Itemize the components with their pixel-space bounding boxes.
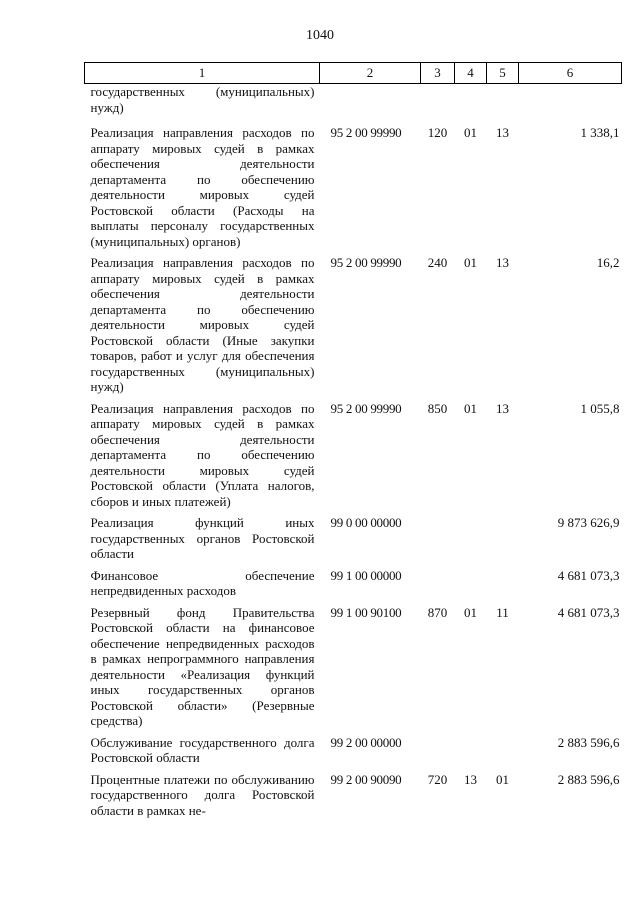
row-section: 01 bbox=[464, 255, 477, 270]
row-description: Реализация направления расходов по аппарату мировых судей в рамках обеспечения деятельности департамента по обеспечению деятельности мировых судей Ростовской области (Иные закупки товаров, работ и услуг для обеспечения государственных (муниципальных) нужд) bbox=[90, 255, 315, 394]
row-description: Реализация направления расходов по аппарату мировых судей в рамках обеспечения деятельности департамента по обеспечению деятельности мировых судей Ростовской области (Уплата налогов, сборов и иных платежей) bbox=[90, 400, 315, 509]
row-expense-type: 870 bbox=[427, 604, 448, 620]
row-expense-type bbox=[421, 735, 455, 772]
header-col-2: 2 bbox=[320, 63, 421, 84]
row-subsection: 13 bbox=[496, 125, 509, 140]
row-target-code: 95 2 00 99990 bbox=[330, 255, 402, 270]
row-amount: 1 055,8 bbox=[580, 400, 620, 416]
row-description: Финансовое обеспечение непредвиденных расходов bbox=[90, 567, 315, 598]
row-subsection bbox=[487, 515, 519, 568]
row-subsection: 13 bbox=[496, 255, 509, 270]
row-section bbox=[455, 84, 487, 126]
header-row bbox=[85, 63, 622, 84]
row-subsection: 13 bbox=[496, 400, 509, 416]
row-amount: 9 873 626,9 bbox=[557, 515, 620, 530]
row-section: 01 bbox=[464, 604, 477, 620]
header-col-5: 5 bbox=[487, 63, 519, 84]
table-row bbox=[85, 84, 622, 126]
budget-table bbox=[84, 62, 622, 824]
row-target-code: 99 2 00 00000 bbox=[330, 734, 402, 750]
table-row bbox=[85, 568, 622, 605]
page-number: 1040 bbox=[306, 28, 334, 43]
row-expense-type: 120 bbox=[427, 125, 448, 140]
row-section bbox=[455, 568, 487, 605]
row-amount: 16,2 bbox=[596, 255, 620, 270]
row-subsection: 11 bbox=[496, 604, 509, 620]
header-col-6: 6 bbox=[519, 63, 622, 84]
row-target-code: 99 2 00 90090 bbox=[330, 771, 402, 787]
row-amount: 2 883 596,6 bbox=[557, 771, 620, 787]
header-col-4: 4 bbox=[455, 63, 487, 84]
row-amount: 1 338,1 bbox=[580, 125, 620, 140]
row-expense-type bbox=[421, 515, 455, 568]
row-target-code: 99 0 00 00000 bbox=[330, 515, 402, 530]
row-description: государственных (муниципальных) нужд) bbox=[90, 84, 315, 115]
row-expense-type bbox=[421, 84, 455, 126]
row-expense-type: 240 bbox=[427, 255, 448, 270]
row-description: Процентные платежи по обслуживанию государственного долга Ростовской области в рамках не- bbox=[90, 771, 315, 818]
table-row bbox=[85, 735, 622, 772]
row-expense-type: 850 bbox=[427, 400, 448, 416]
table-row bbox=[85, 605, 622, 735]
row-section: 13 bbox=[464, 771, 477, 787]
row-subsection bbox=[487, 568, 519, 605]
row-subsection: 01 bbox=[496, 771, 509, 787]
table-row bbox=[85, 125, 622, 255]
table-row bbox=[85, 515, 622, 568]
row-target-code: 95 2 00 99990 bbox=[330, 125, 402, 140]
header-col-3: 3 bbox=[421, 63, 455, 84]
row-amount: 2 883 596,6 bbox=[557, 734, 620, 750]
row-amount bbox=[519, 84, 622, 126]
header-col-1: 1 bbox=[85, 63, 320, 84]
row-section: 01 bbox=[464, 400, 477, 416]
table-row bbox=[85, 401, 622, 516]
row-description: Резервный фонд Правительства Ростовской области на финансовое обеспечение непредвиденных расходов в рамках непрограммного направления деятельности «Реализация функций иных государственных органов Ростовской области» (Резервные средства) bbox=[90, 604, 315, 728]
row-target-code: 95 2 00 99990 bbox=[330, 400, 402, 416]
row-subsection bbox=[487, 735, 519, 772]
row-section bbox=[455, 515, 487, 568]
row-section: 01 bbox=[464, 125, 477, 140]
table-row bbox=[85, 255, 622, 401]
row-description: Реализация функций иных государственных органов Ростовской области bbox=[90, 515, 315, 561]
row-amount: 4 681 073,3 bbox=[557, 604, 620, 620]
row-expense-type bbox=[421, 568, 455, 605]
row-description: Реализация направления расходов по аппарату мировых судей в рамках обеспечения деятельности департамента по обеспечению деятельности мировых судей Ростовской области (Расходы на выплаты персоналу государственных (муниципальных) органов) bbox=[90, 125, 315, 249]
row-section bbox=[455, 735, 487, 772]
row-subsection bbox=[487, 84, 519, 126]
row-target-code bbox=[320, 84, 421, 126]
row-target-code: 99 1 00 90100 bbox=[330, 604, 402, 620]
table-header bbox=[85, 63, 622, 84]
row-description: Обслуживание государственного долга Ростовской области bbox=[90, 734, 315, 765]
table-row bbox=[85, 772, 622, 825]
row-amount: 4 681 073,3 bbox=[557, 567, 620, 583]
row-expense-type: 720 bbox=[427, 771, 448, 787]
row-target-code: 99 1 00 00000 bbox=[330, 567, 402, 583]
table-body bbox=[85, 84, 622, 825]
